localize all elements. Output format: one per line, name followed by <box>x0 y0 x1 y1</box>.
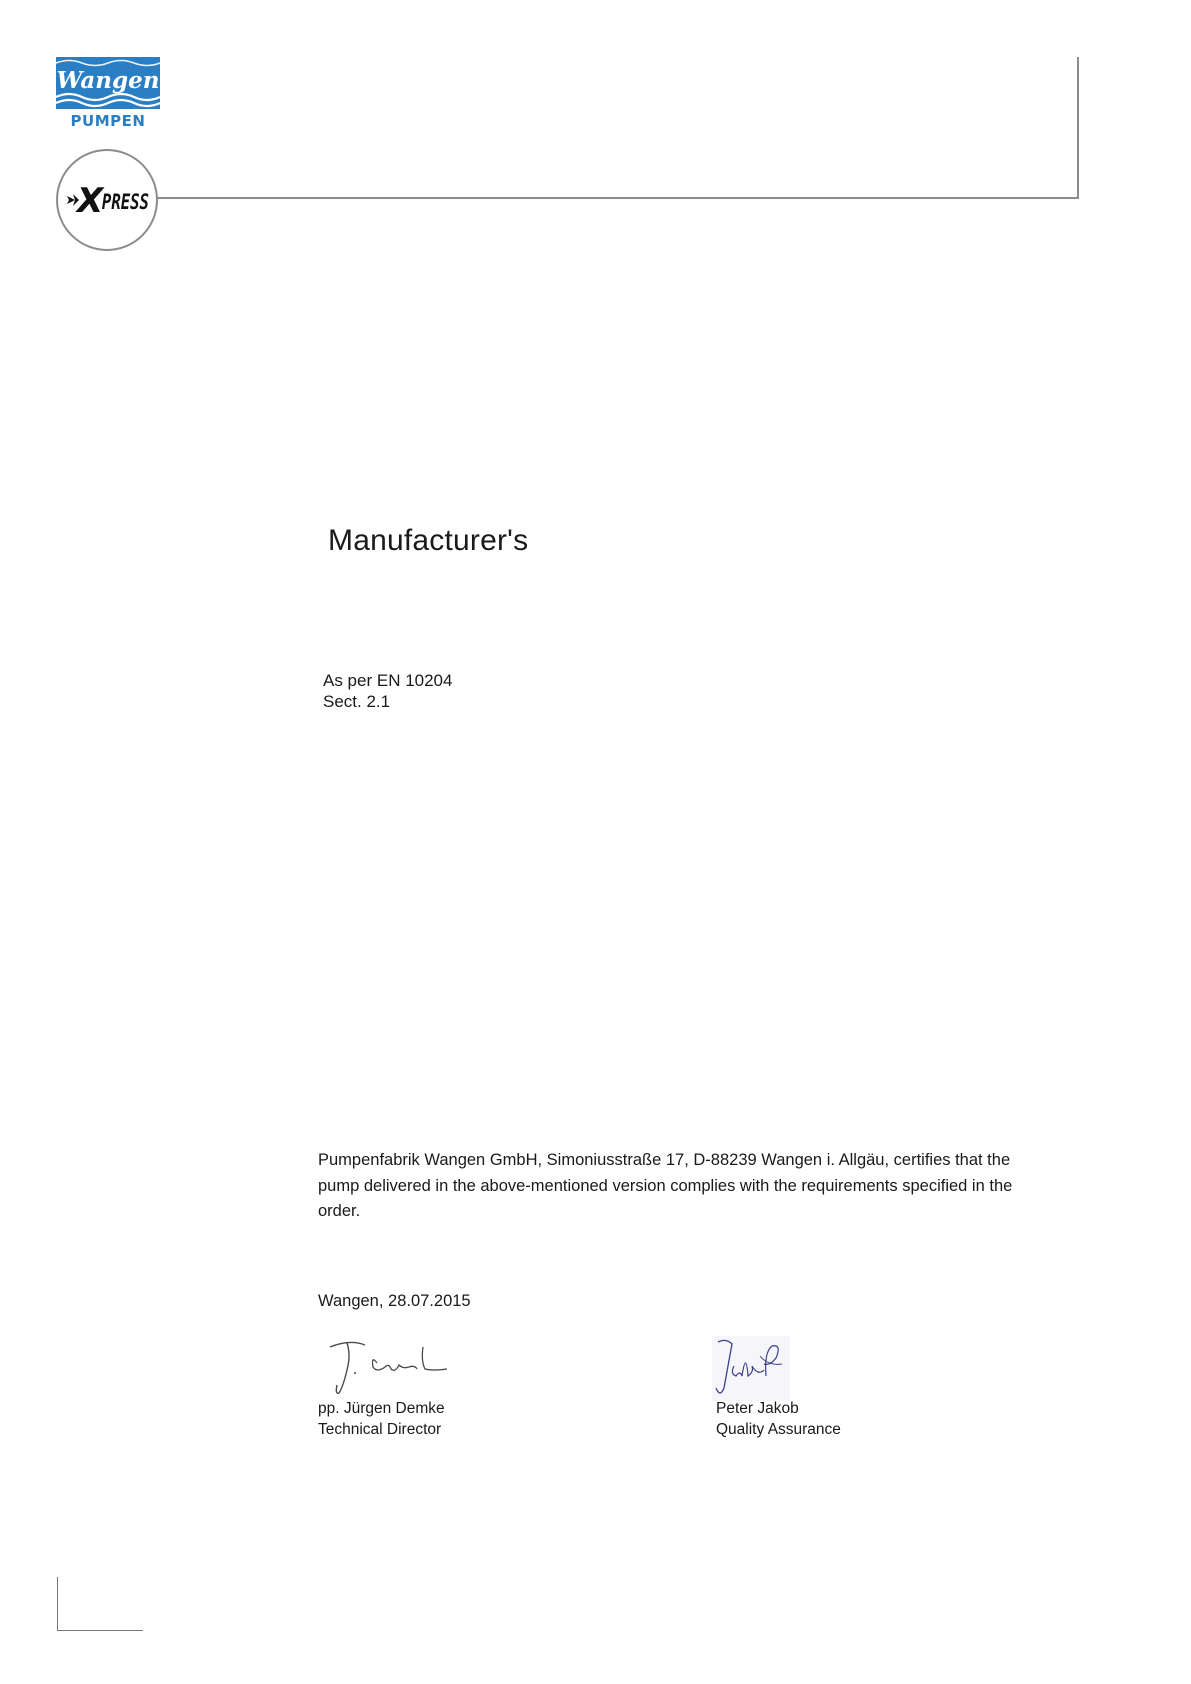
footer-corner-vertical-line <box>57 1577 58 1631</box>
signature-demke-image <box>325 1335 450 1397</box>
header-frame-vertical-line <box>1077 57 1079 199</box>
signature-jakob-image <box>712 1336 790 1401</box>
signatory-role: Technical Director <box>318 1421 442 1438</box>
signatory-name: Peter Jakob <box>716 1400 799 1417</box>
signatory-name: pp. Jürgen Demke <box>318 1400 445 1417</box>
place-and-date: Wangen, 28.07.2015 <box>318 1292 471 1310</box>
standard-line-2: Sect. 2.1 <box>323 692 391 711</box>
footer-corner-horizontal-line <box>57 1630 143 1631</box>
header-frame-horizontal-line <box>155 197 1079 199</box>
certification-statement: Pumpenfabrik Wangen GmbH, Simoniusstraße 17, D-88239 Wangen i. Allgäu, certifies that the pump delivered in the above-mentioned version complies with the requirements specified in the order. <box>318 1151 1013 1220</box>
standard-line-1: As per EN 10204 <box>323 671 453 690</box>
xpress-x-letter: X <box>77 181 104 221</box>
xpress-press-letters: PRESS <box>101 191 149 215</box>
signatory-role: Quality Assurance <box>716 1421 841 1438</box>
wangen-pumpen-logo <box>56 57 160 128</box>
signatory-quality-assurance <box>716 1398 841 1440</box>
xpress-logo <box>55 148 159 252</box>
page-title: Manufacturer's <box>328 524 529 557</box>
logo-subtitle: PUMPEN <box>70 112 146 128</box>
logo-wordmark: Wangen <box>56 67 160 94</box>
signatory-technical-director <box>318 1398 445 1440</box>
standard-reference <box>323 670 452 712</box>
